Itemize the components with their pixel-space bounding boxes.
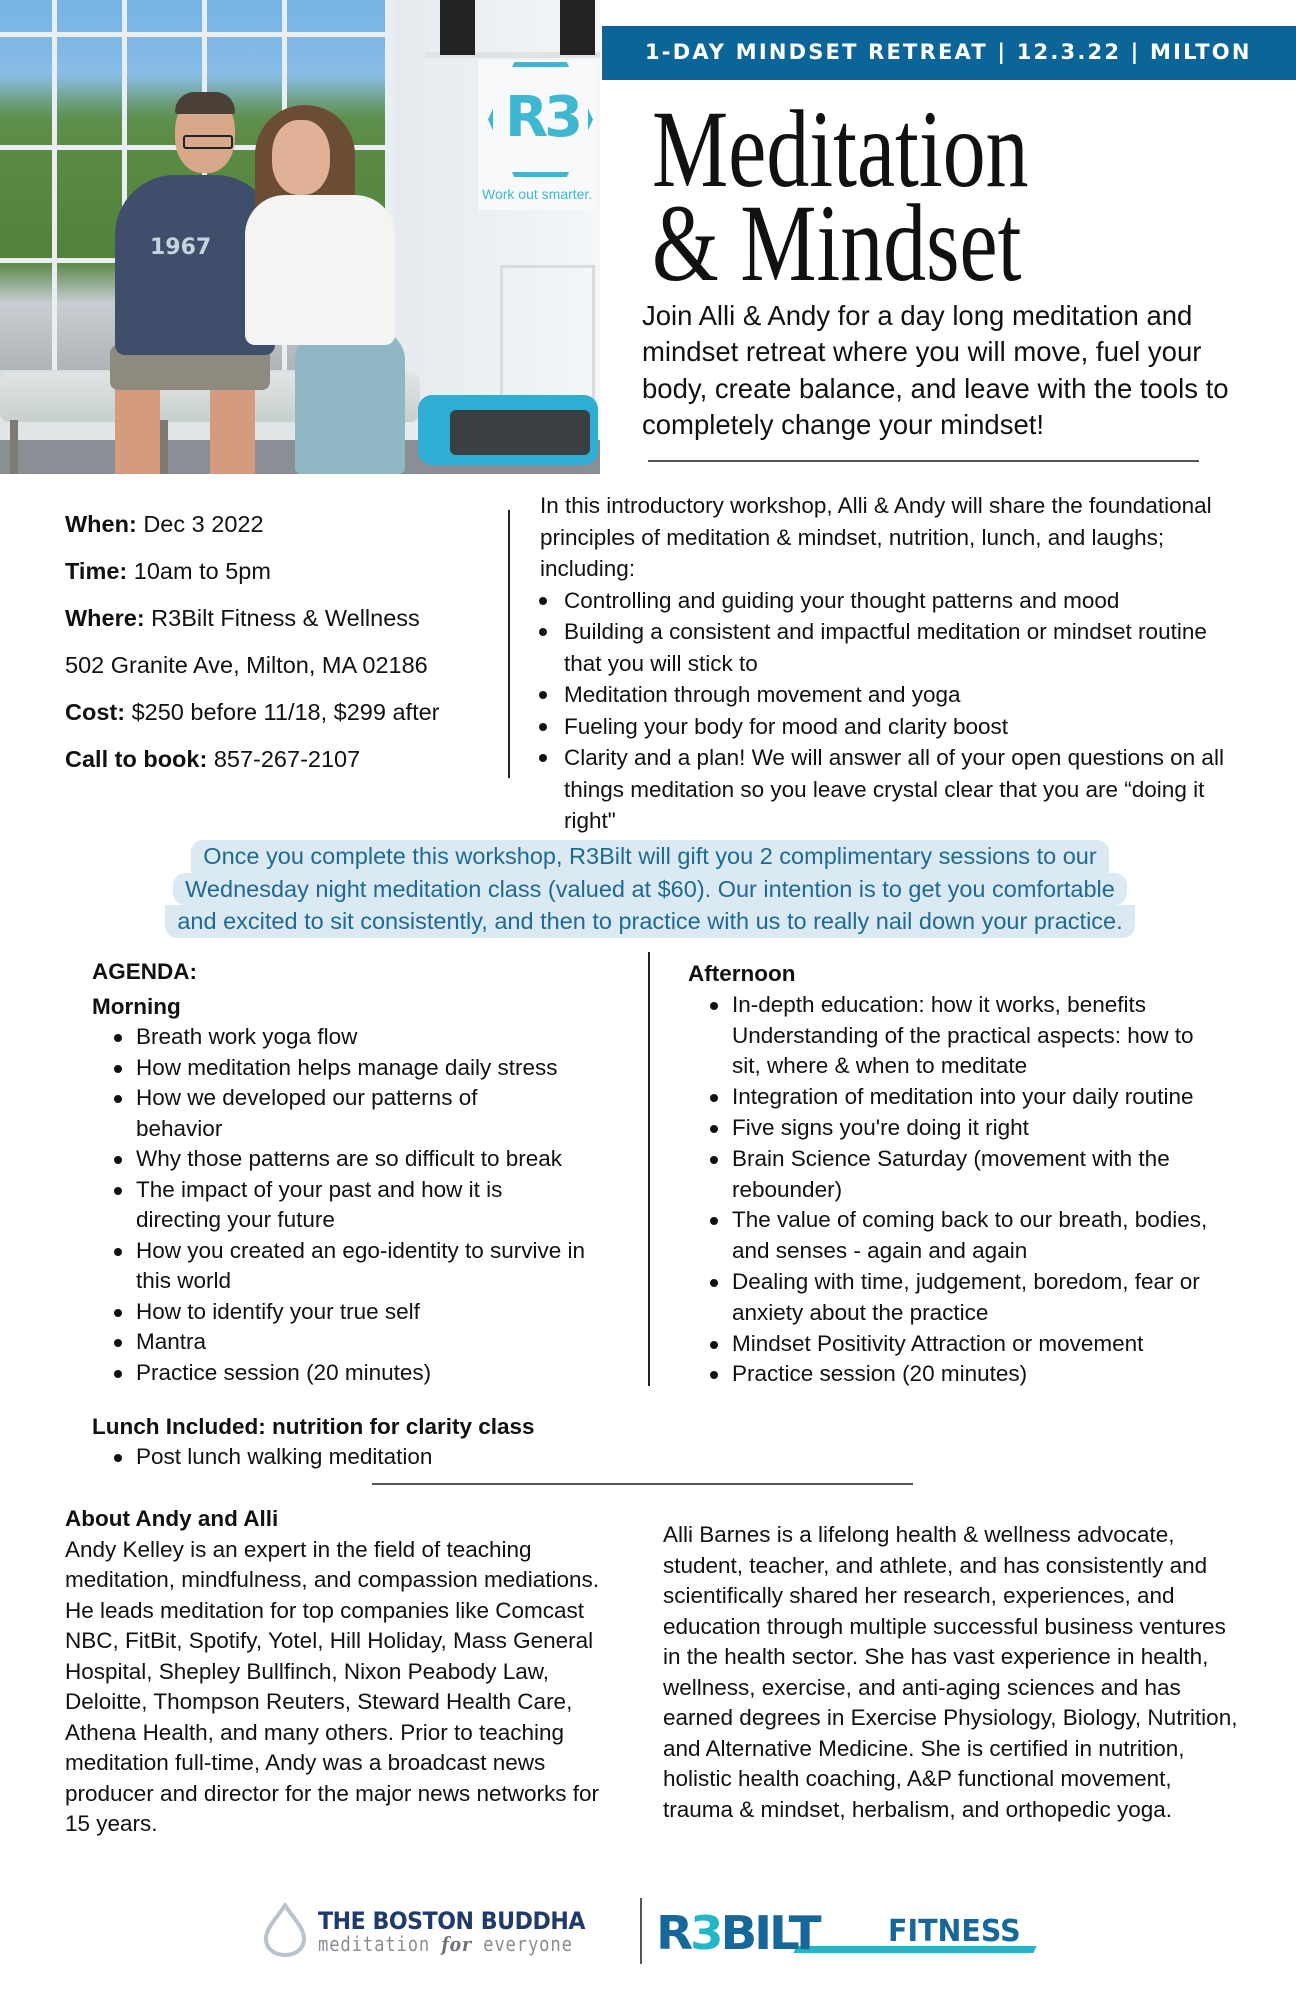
- agenda-morning: [92, 957, 632, 1388]
- list-item: Mantra: [92, 1327, 612, 1358]
- person-legs: [295, 330, 405, 474]
- detail-where: [65, 605, 420, 632]
- detail-time: [65, 558, 271, 585]
- phone-number-link[interactable]: 857-267-2107: [207, 746, 361, 772]
- agenda-lunch: [92, 1412, 652, 1472]
- list-item: Practice session (20 minutes): [688, 1359, 1228, 1390]
- list-item: Building a consistent and impactful meditation or mindset routine that you will stick to: [540, 616, 1214, 679]
- callout-line: and excited to sit consistently, and then to practice with us to really nail down your practice.: [165, 905, 1134, 938]
- detail-label: When:: [65, 511, 137, 537]
- r3bilt-3: 3: [690, 1906, 721, 1960]
- list-item: Practice session (20 minutes): [92, 1358, 612, 1389]
- afternoon-heading: Afternoon: [688, 961, 796, 986]
- about-alli: [663, 1520, 1243, 1825]
- list-item: Breath work yoga flow: [92, 1022, 612, 1053]
- agenda-heading: AGENDA:: [92, 959, 197, 984]
- detail-when: [65, 511, 264, 538]
- morning-heading: Morning: [92, 993, 181, 1019]
- list-item: Fueling your body for mood and clarity boost: [540, 711, 1230, 743]
- list-item: Post lunch walking meditation: [92, 1442, 652, 1472]
- list-item: Dealing with time, judgement, boredom, fear or anxiety about the practice: [688, 1267, 1228, 1329]
- divider: [648, 460, 1199, 462]
- glasses: [183, 135, 233, 149]
- list-item: Clarity and a plan! We will answer all of your open questions on all things meditation so you leave crystal clear that you are “doing it right": [540, 742, 1254, 837]
- workshop-list: [540, 585, 1230, 837]
- gift-callout: [100, 840, 1200, 938]
- r3bilt-logo: [656, 1906, 818, 1960]
- detail-value: $250 before 11/18, $299 after: [125, 699, 440, 725]
- detail-cost: [65, 699, 440, 726]
- r3bilt-r: R: [656, 1906, 691, 1960]
- callout-line: Wednesday night meditation class (valued at $60). Our intention is to get you comfortable: [173, 873, 1127, 906]
- person-legs: [115, 385, 265, 474]
- detail-value: Dec 3 2022: [136, 511, 264, 537]
- workshop-overview: [540, 490, 1260, 837]
- callout-line: Once you complete this workshop, R3Bilt will gift you 2 complimentary sessions to our: [191, 840, 1108, 873]
- boston-buddha-logo: THE BOSTON BUDDHA: [318, 1907, 585, 1935]
- list-item: How you created an ego-identity to survive in this world: [92, 1236, 612, 1297]
- lunch-list: [92, 1442, 652, 1472]
- wall-sign-logo: R3: [505, 85, 580, 150]
- workshop-lead: In this introductory workshop, Alli & Andy will share the foundational principles of meditation & mindset, nutrition, lunch, and laughs; including:: [540, 493, 1212, 581]
- list-item: Meditation through movement and yoga: [540, 679, 1230, 711]
- tagline-emphasis: for: [441, 1932, 472, 1956]
- list-item: Controlling and guiding your thought patterns and mood: [540, 585, 1230, 617]
- list-item: In-depth education: how it works, benefits Understanding of the practical aspects: how to sit, where & when to meditate: [688, 990, 1228, 1082]
- person-head: [272, 120, 330, 195]
- speaker: [560, 0, 595, 55]
- detail-phone[interactable]: [65, 746, 360, 773]
- list-item: The impact of your past and how it is directing your future: [92, 1175, 566, 1236]
- detail-value: 10am to 5pm: [127, 558, 271, 584]
- list-item: Brain Science Saturday (movement with the rebounder): [688, 1144, 1242, 1206]
- list-item: How we developed our patterns of behavior: [92, 1083, 536, 1144]
- about-heading: About Andy and Alli: [65, 1506, 279, 1531]
- about-andy: [65, 1504, 625, 1840]
- list-item: Integration of meditation into your daily routine: [688, 1082, 1212, 1113]
- list-item: How to identify your true self: [92, 1297, 612, 1328]
- r3bilt-bilt: BILT: [720, 1906, 819, 1960]
- list-item: The value of coming back to our breath, bodies, and senses - again and again: [688, 1205, 1212, 1267]
- rebounder-mat: [450, 410, 590, 455]
- list-item: Mindset Positivity Attraction or movement: [688, 1329, 1228, 1360]
- vertical-divider: [648, 952, 650, 1386]
- logo-divider: [640, 1898, 642, 1964]
- person-alli: [245, 195, 395, 345]
- wall-sign-tagline: Work out smarter.: [482, 186, 593, 202]
- page-title-line-2: & Mindset: [652, 182, 1022, 304]
- detail-value: R3Bilt Fitness & Wellness: [144, 605, 420, 631]
- tagline-part: meditation: [318, 1932, 442, 1956]
- window-mullion: [0, 32, 395, 37]
- detail-label: Where:: [65, 605, 145, 631]
- detail-label: Call to book:: [65, 746, 208, 772]
- shirt-print: 1967: [150, 235, 212, 260]
- speaker: [440, 0, 475, 55]
- lunch-heading: Lunch Included: nutrition for clarity class: [92, 1414, 535, 1439]
- tagline-part: everyone: [471, 1932, 573, 1956]
- r3bilt-fitness-wordmark: FITNESS: [888, 1914, 1021, 1949]
- detail-label: Cost:: [65, 699, 126, 725]
- afternoon-list: [688, 990, 1228, 1390]
- detail-value: 502 Granite Ave, Milton, MA 02186: [65, 652, 428, 678]
- detail-label: Time:: [65, 558, 128, 584]
- alli-bio: Alli Barnes is a lifelong health & wellness advocate, student, teacher, and athlete, and has consistently and scientifically shared her research, experiences, and education through multiple successful business ventures in the health sector. She has vast experience in health, wellness, exercise, and anti-aging sciences and has earned degrees in Exercise Physiology, Biology, Nutrition, and Alternative Medicine. She is certified in nutrition, holistic health coaching, A&P functional movement, trauma & mindset, herbalism, and orthopedic yoga.: [663, 1522, 1238, 1822]
- banner-text: 1-DAY MINDSET RETREAT | 12.3.22 | MILTON: [645, 40, 1252, 64]
- detail-address: [65, 652, 428, 679]
- hero-photo: [0, 0, 600, 474]
- vertical-divider: [508, 510, 510, 778]
- list-item: Why those patterns are so difficult to break: [92, 1144, 612, 1175]
- intro-paragraph: Join Alli & Andy for a day long meditation and mindset retreat where you will move, fuel your body, create balance, and leave with the tools to completely change your mindset!: [642, 300, 1229, 440]
- water-drop-icon: [262, 1903, 308, 1957]
- list-item: How meditation helps manage daily stress: [92, 1053, 612, 1084]
- divider: [372, 1483, 913, 1485]
- boston-buddha-tagline: [318, 1932, 573, 1956]
- window-mullion: [52, 0, 57, 370]
- morning-list: [92, 1022, 612, 1388]
- agenda-afternoon: [688, 959, 1248, 1390]
- page-title-line-1: Meditation: [652, 88, 1029, 210]
- person-hair: [175, 92, 235, 114]
- list-item: Five signs you're doing it right: [688, 1113, 1228, 1144]
- andy-bio: Andy Kelley is an expert in the field of teaching meditation, mindfulness, and compassion mediations. He leads meditation for top companies like Comcast NBC, FitBit, Spotify, Yotel, Hill Holiday, Mass General Hospital, Shepley Bullfinch, Nixon Peabody Law, Deloitte, Thompson Reuters, Steward Health Care, Athena Health, and many others. Prior to teaching meditation full-time, Andy was a broadcast news producer and director for the major news networks for 15 years.: [65, 1536, 600, 1836]
